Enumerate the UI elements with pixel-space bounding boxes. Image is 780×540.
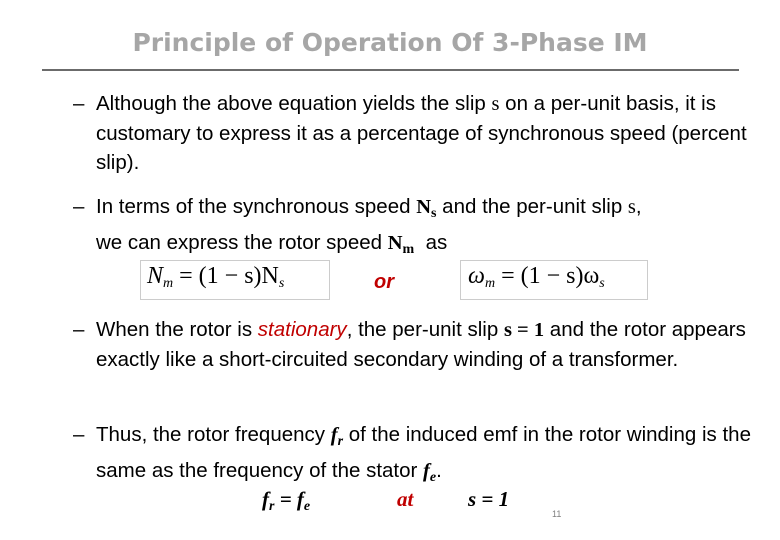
fr-symbol: $f_r$ [330, 424, 344, 449]
or-word: or [374, 271, 394, 293]
bullet-3-part1: When the rotor is [96, 318, 258, 341]
bullet-1-text [96, 89, 756, 177]
page-number: 11 [552, 509, 562, 519]
title-divider [42, 69, 739, 71]
bullet-3-text [96, 315, 756, 374]
equation-2: ωm = (1 − s)ωs [468, 263, 605, 291]
stationary-highlight: stationary [257, 318, 347, 341]
slip-symbol: s [491, 93, 500, 115]
bullet-1-part2: on a per-unit basis, it is customary to express it as a percentage of synchronous speed (percent slip). [96, 92, 747, 174]
bullet-4-text [96, 420, 756, 492]
bullet-3-part3: and the rotor appears exactly like a short-circuited secondary winding of a transformer. [96, 318, 746, 371]
slip-equals-one: s = 1 [503, 319, 545, 341]
bullet-4 [73, 420, 753, 485]
bullet-2 [73, 192, 763, 257]
fe-symbol: $f_e$ [423, 460, 437, 485]
equation-1: Nm = (1 − s)Ns [147, 263, 285, 291]
bullet-1 [73, 89, 753, 179]
at-word: at [397, 487, 414, 511]
bullet-2-part3: , [635, 195, 642, 218]
final-relation: fr = fe [262, 487, 311, 514]
slip-condition: s = 1 [468, 487, 510, 511]
bullet-4-part2: of the induced emf in the rotor winding is the same as the frequency of the stator [96, 423, 751, 482]
bullet-2-part2: and the per-unit slip [436, 195, 628, 218]
slip-symbol: s [627, 196, 636, 218]
bullet-3-part2: , the per-unit slip [346, 318, 504, 341]
bullet-1-part1: Although the above equation yields the slip [96, 92, 492, 115]
bullet-2-line2-part2: as [425, 231, 448, 254]
bullet-2-part1: In terms of the synchronous speed [96, 195, 417, 218]
bullet-4-part3: . [436, 459, 442, 482]
bullet-4-part1: Thus, the rotor frequency [96, 423, 331, 446]
bullet-3 [73, 315, 753, 405]
ns-symbol: $N_s$ [416, 196, 437, 221]
bullet-2-line2-part1: we can express the rotor speed [96, 231, 388, 254]
bullet-dash: – [73, 92, 85, 115]
nm-symbol: $N_m$ [387, 232, 415, 257]
bullet-2-text [96, 192, 776, 264]
slide-title: Principle of Operation Of 3-Phase IM [132, 28, 648, 57]
bullet-dash: – [73, 195, 85, 218]
bullet-dash: – [73, 318, 85, 341]
bullet-dash: – [73, 423, 85, 446]
